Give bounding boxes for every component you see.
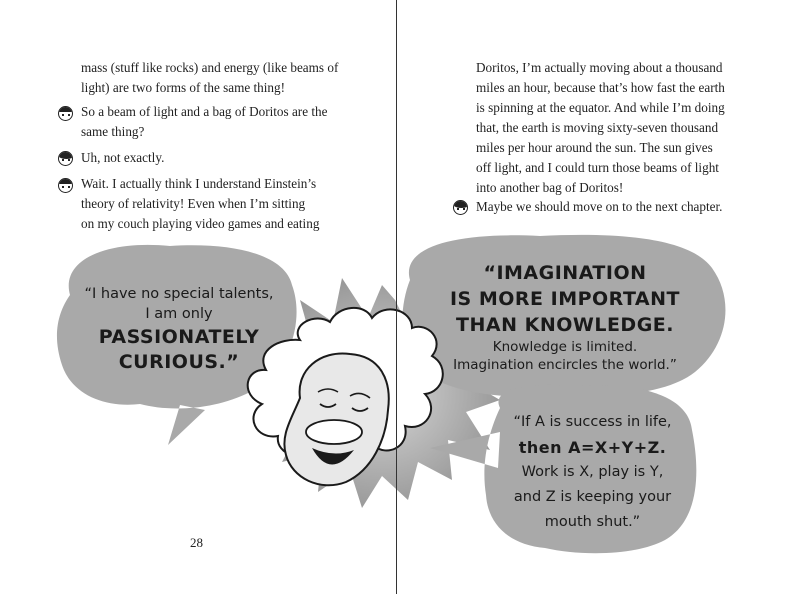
text-line: into another bag of Doritos!: [476, 180, 624, 195]
quote-line: Work is X, play is Y,: [521, 464, 664, 480]
quote-line: PASSIONATELY: [98, 326, 260, 348]
text-line: Maybe we should move on to the next chapter.: [476, 199, 723, 214]
quote-line: THAN KNOWLEDGE.: [456, 314, 674, 336]
quote-line: IS MORE IMPORTANT: [449, 288, 681, 310]
right-paragraph-top: [476, 58, 725, 198]
einstein-mustache: [306, 420, 362, 444]
quote-success: [495, 410, 690, 535]
quote-imagination: [420, 260, 710, 374]
text-line: on my couch playing video games and eating: [81, 216, 320, 231]
text-line: same thing?: [81, 124, 145, 139]
quote-line: mouth shut.”: [544, 514, 641, 530]
quote-line: CURIOUS.”: [118, 351, 240, 373]
boy-head-icon: [58, 178, 73, 193]
girl-head-icon: [58, 151, 73, 166]
dialogue-line-right: [476, 197, 722, 217]
text-line: light) are two forms of the same thing!: [81, 80, 285, 95]
quote-line: Imagination encircles the world.”: [453, 357, 677, 373]
page-number: 28: [190, 535, 203, 550]
quote-talents: [66, 284, 292, 374]
quote-line: “IMAGINATION: [483, 262, 647, 284]
text-line: off light, and I could turn those beams of light: [476, 160, 719, 175]
text-line: Wait. I actually think I understand Einstein’s: [81, 176, 317, 191]
page-gutter: [396, 0, 397, 594]
quote-line: “If A is success in life,: [513, 414, 672, 430]
dialogue-line-1: [81, 102, 327, 142]
quote-line: Knowledge is limited.: [492, 339, 638, 355]
dialogue-line-2: [81, 148, 164, 168]
quote-line: then A=X+Y+Z.: [518, 438, 667, 457]
text-line: Doritos, I’m actually moving about a thousand: [476, 60, 723, 75]
quote-line: “I have no special talents,: [84, 286, 274, 302]
quote-line: I am only: [145, 306, 213, 322]
text-line: mass (stuff like rocks) and energy (like beams of: [81, 60, 339, 75]
boy-head-icon: [58, 106, 73, 121]
text-line: So a beam of light and a bag of Doritos are the: [81, 104, 328, 119]
quote-line: and Z is keeping your: [513, 489, 672, 505]
text-line: miles an hour, because that’s how fast the earth: [476, 80, 725, 95]
text-line: miles per hour around the sun. The sun gives: [476, 140, 713, 155]
text-line: theory of relativity! Even when I’m sitting: [81, 196, 306, 211]
text-line: is spinning at the equator. And while I’m doing: [476, 100, 725, 115]
text-line: that, the earth is moving sixty-seven thousand: [476, 120, 719, 135]
girl-head-icon: [453, 200, 468, 215]
dialogue-line-3: [81, 174, 319, 234]
left-paragraph-top: [81, 58, 338, 98]
text-line: Uh, not exactly.: [81, 150, 165, 165]
